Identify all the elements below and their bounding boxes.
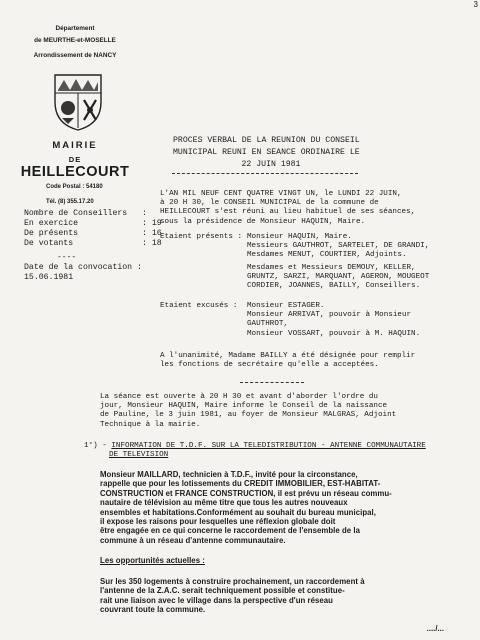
department-line-1: Département (55, 25, 95, 32)
title-line-3: 22 JUIN 1981 (241, 160, 301, 169)
intro-paragraph (160, 190, 415, 227)
maillard-line: nautaire de télévision au même titre que tous les autres nouveaux (100, 498, 348, 508)
convocation-date: 15.06.1981 (24, 273, 74, 282)
document-title (173, 135, 369, 171)
postal-code: Code Postal : 54180 (46, 184, 103, 190)
maillard-line: ensembles et habitations.Conformément au souhait du bureau municipal, (100, 507, 376, 517)
coat-of-arms-icon (52, 72, 104, 132)
presents-line: Mesdames et Messieurs DEMOUY, KELLER, (247, 264, 416, 272)
intro-line: à 20 H 30, le CONSEIL MUNICIPAL de la commune de (160, 199, 379, 208)
stats-row: De présents : 16 (24, 229, 162, 238)
excuses-line: Monsieur VOSSART, pouvoir à M. HAQUIN. (247, 329, 421, 338)
opening-line: Technique à la mairie. (100, 420, 201, 429)
presents-line: Mesdames MENUT, COURTIER, Adjoints. (247, 251, 407, 260)
logements-line: couvrant toute la commune. (100, 605, 206, 615)
opening-line: La séance est ouverte à 20 H 30 et avant d'aborder l'ordre du (100, 393, 378, 401)
stats-row: En exercice : 19 (24, 219, 162, 228)
presents-label: Etaient présents : (160, 233, 243, 241)
presents-list-2 (247, 264, 429, 292)
arrondissement-line: Arrondissement de NANCY (33, 52, 117, 59)
secretary-line: A l'unanimité, Madame BAILLY a été désignée pour remplir (160, 352, 416, 360)
council-stats (24, 209, 162, 249)
section-1-subtitle: DE TELEVISION (109, 451, 169, 460)
department-line-2: de MEURTHE-et-MOSELLE (34, 37, 116, 44)
presents-line: Messieurs GAUTHROT, SARTELET, DE GRANDI, (247, 242, 430, 251)
excuses-list (247, 302, 420, 339)
mairie-heading: MAIRIE (52, 140, 98, 151)
intro-line: HEILLECOURT s'est réuni au lieu habituel de ses séances, (160, 208, 416, 217)
maillard-line: il expose les raisons pour lesquelles une réflexion globale doit (100, 517, 336, 527)
continuation-mark: ..../... (426, 624, 444, 633)
logements-line: Sur les 350 logements à construire prochainement, un raccordement à (100, 577, 365, 586)
logements-paragraph (100, 577, 365, 615)
logements-line: rait une liaison avec le village dans la perspective d'un réseau (100, 595, 333, 605)
excuses-line: Monsieur ESTAGER. (247, 302, 325, 310)
stats-row: Nombre de Conseillers : (24, 209, 147, 218)
excuses-line: GAUTHROT, (247, 320, 289, 329)
intro-line: sous la présidence de Monsieur HAQUIN, Maire. (160, 217, 366, 226)
secretary-line: les fonctions de secrétaire qu'elle a acceptées. (160, 361, 379, 370)
telephone: Tél. (8) 355.17.20 (46, 199, 94, 205)
title-line-1: PROCES VERBAL DE LA REUNION DU CONSEIL (173, 136, 360, 145)
maillard-line: rappelle que pour les lotissements du CREDIT IMMOBILIER, EST-HABITAT- (100, 479, 381, 489)
maillard-paragraph (100, 470, 392, 545)
secretary-paragraph (160, 352, 415, 370)
stats-row: De votants : 18 (24, 239, 162, 248)
presents-list-1 (247, 233, 429, 261)
opportunites-heading: Les opportunités actuelles : (100, 556, 205, 565)
title-line-2: MUNICIPAL REUNI EN SEANCE ORDINAIRE LE (173, 148, 360, 157)
section-1-heading (84, 442, 426, 460)
section-separator (240, 382, 304, 383)
presents-line: GRUNTZ, SARZI, MARQUANT, AGERON, MOUGEOT (247, 273, 430, 282)
de-heading: DE (68, 155, 82, 164)
presents-line: CORDIER, JOANNES, BAILLY, Conseillers. (247, 282, 421, 291)
intro-line: L'AN MIL NEUF CENT QUATRE VINGT UN, le LUNDI 22 JUIN, (160, 190, 402, 198)
logements-line: l'antenne de la Z.A.C. serait techniquement possible et constitue- (100, 586, 345, 596)
page-corner-mark: 3 (473, 0, 478, 9)
convocation-label: Date de la convocation : (24, 263, 142, 272)
convocation-block (24, 263, 142, 283)
section-1-number: 1°) - (84, 442, 107, 450)
opening-line: jour, Monsieur HAQUIN, Maire informe le Conseil de la naissance (100, 402, 388, 411)
presents-line: Monsieur HAQUIN, Maire. (247, 233, 352, 241)
maillard-line: commune à un réseau d'antenne communautaire. (100, 535, 286, 545)
title-underline (172, 173, 358, 174)
maillard-line: être engagée en ce qui concerne le raccordement de l'ensemble de la (100, 526, 361, 536)
excuses-label: Etaient excusés : (160, 302, 238, 310)
section-1-title: INFORMATION DE T.D.F. SUR LA TELEDISTRIBUTION - ANTENNE COMMUNAUTAIRE (111, 442, 426, 450)
stats-separator: ---- (57, 253, 77, 262)
excuses-line: Monsieur ARRIVAT, pouvoir à Monsieur (247, 311, 412, 320)
commune-name: HEILLECOURT (20, 164, 130, 180)
maillard-line: CONSTRUCTION et FRANCE CONSTRUCTION, il est prévu un réseau commu- (100, 488, 392, 498)
opening-line: de Pauline, le 3 juin 1981, au foyer de Monsieur MALGRAS, Adjoint (100, 411, 397, 420)
maillard-line: Monsieur MAILLARD, technicien à T.D.F., invité pour la circonstance, (100, 470, 358, 479)
opening-paragraph (100, 393, 396, 430)
